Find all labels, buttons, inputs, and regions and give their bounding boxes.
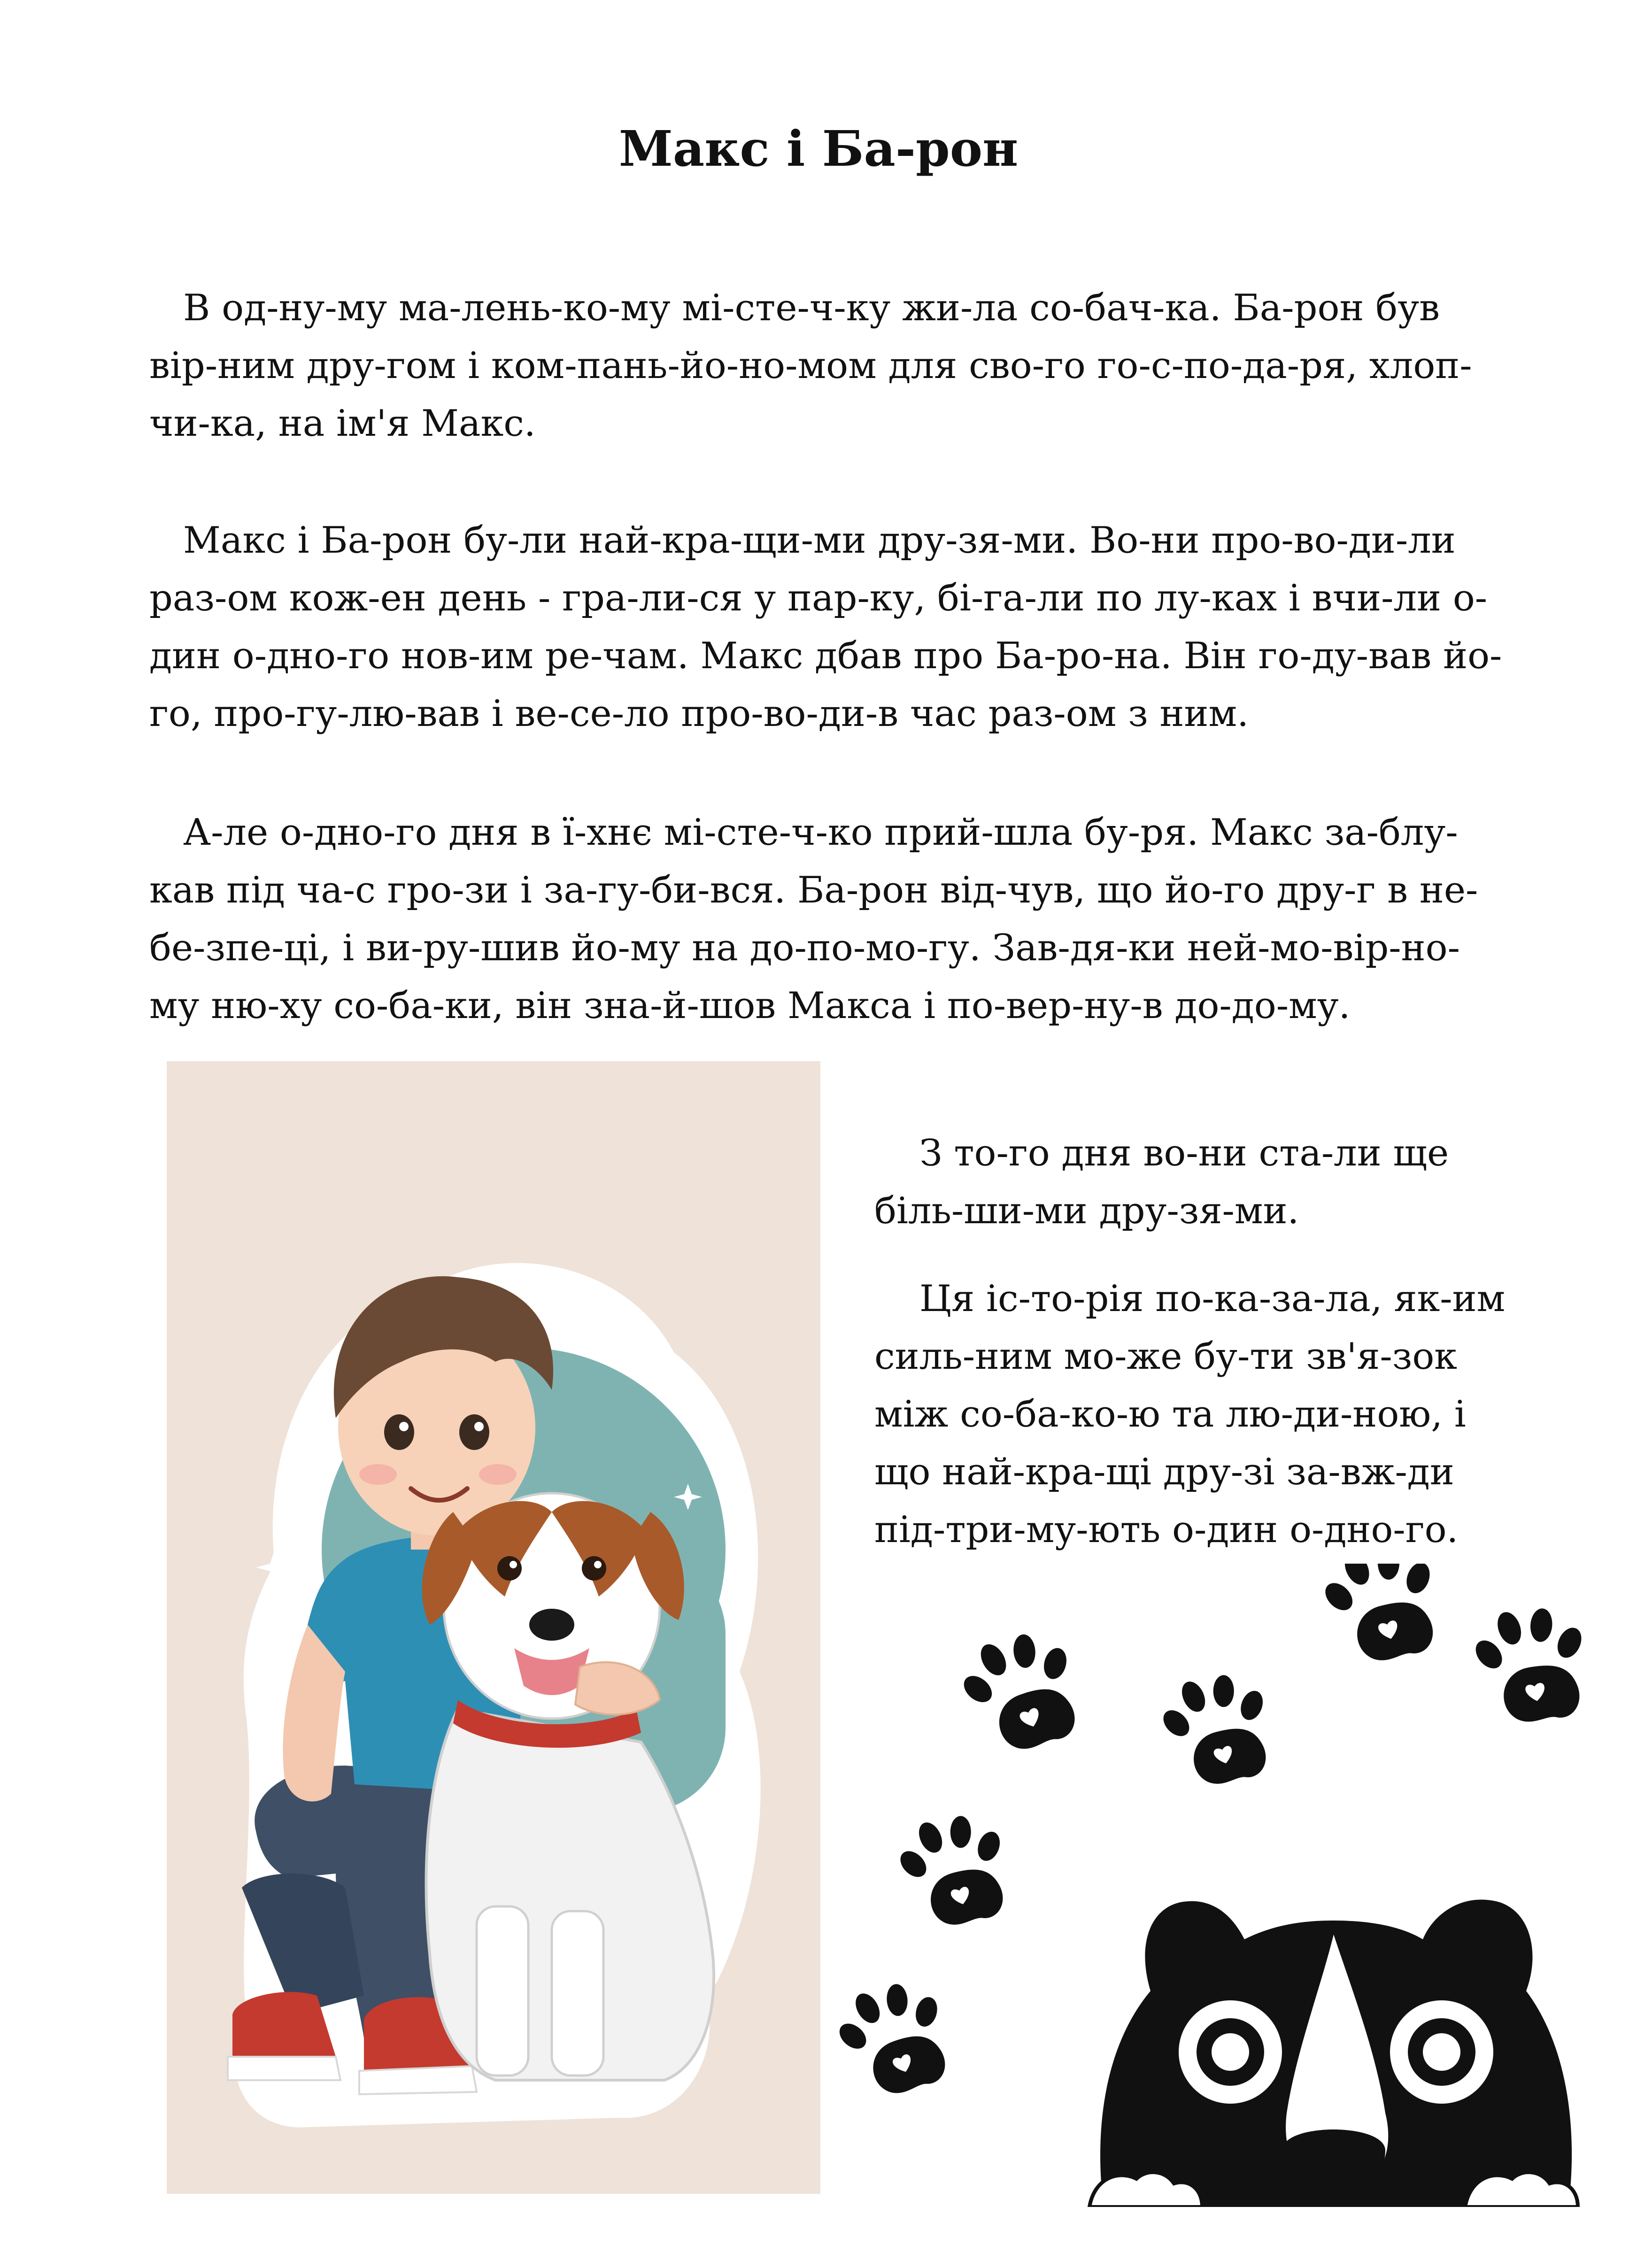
text-line: В од-ну-му ма-лень-ко-му мі-сте-ч-ку жи-ла со-бач-ка. Ба-рон був — [183, 287, 1440, 329]
text-line: Макс і Ба-рон бу-ли най-кра-щи-ми дру-зя-ми. Во-ни про-во-ди-ли — [183, 519, 1456, 562]
text-line: чи-ка, на ім'я Макс. — [149, 402, 536, 445]
story-title: Макс і Ба-рон — [618, 120, 1019, 177]
paw-print-icon — [948, 1617, 1096, 1766]
text-line: го, про-гу-лю-вав і ве-се-ло про-во-ди-в час раз-ом з ним. — [149, 693, 1249, 735]
paw-print-icon — [1151, 1661, 1286, 1796]
text-line: А-ле о-дно-го дня в ї-хнє мі-сте-ч-ко прий-шла бу-ря. Макс за-блу- — [183, 811, 1458, 854]
text-line: З то-го дня во-ни ста-ли ще — [919, 1132, 1449, 1174]
boy-with-dog-illustration — [167, 1061, 820, 2194]
text-line: силь-ним мо-же бу-ти зв'я-зок — [874, 1335, 1458, 1378]
text-line: біль-ши-ми дру-зя-ми. — [874, 1190, 1299, 1232]
text-line: Ця іс-то-рія по-ка-за-ла, як-им — [919, 1278, 1506, 1320]
paw-print-icon — [1465, 1597, 1599, 1731]
text-line: кав під ча-с гро-зи і за-гу-би-вся. Ба-рон від-чув, що йо-го дру-г в не- — [149, 869, 1478, 911]
paw-print-icon — [836, 1967, 966, 2109]
text-line: му ню-ху со-ба-ки, він зна-й-шов Макса і по-вер-ну-в до-до-му. — [149, 985, 1351, 1027]
text-line: бе-зпе-ці, і ви-ру-шив йо-му на до-по-мо-гу. Зав-дя-ки ней-мо-вір-но- — [149, 927, 1460, 969]
paragraph-5 — [874, 1270, 1579, 1559]
paw-print-icon — [1312, 1564, 1454, 1674]
text-line: дин о-дно-го нов-им ре-чам. Макс дбав про Ба-ро-на. Він го-ду-вав йо- — [149, 635, 1502, 677]
paragraph-1 — [149, 279, 1572, 453]
dog-silhouette-icon — [1075, 1850, 1592, 2207]
paragraph-3 — [149, 804, 1572, 1035]
text-line: між со-ба-ко-ю та лю-ди-ною, і — [874, 1393, 1466, 1435]
text-line: вір-ним дру-гом і ком-пань-йо-но-мом для сво-го го-с-по-да-ря, хлоп- — [149, 345, 1472, 387]
paragraph-2 — [149, 512, 1572, 743]
text-line: під-три-му-ють о-дин о-дно-го. — [874, 1509, 1459, 1551]
text-line: що най-кра-щі дру-зі за-вж-ди — [874, 1451, 1454, 1493]
paw-print-icon — [888, 1802, 1023, 1937]
text-line: раз-ом кож-ен день - гра-ли-ся у пар-ку, бі-га-ли по лу-ках і вчи-ли о- — [149, 577, 1488, 619]
paragraph-4 — [874, 1125, 1579, 1240]
